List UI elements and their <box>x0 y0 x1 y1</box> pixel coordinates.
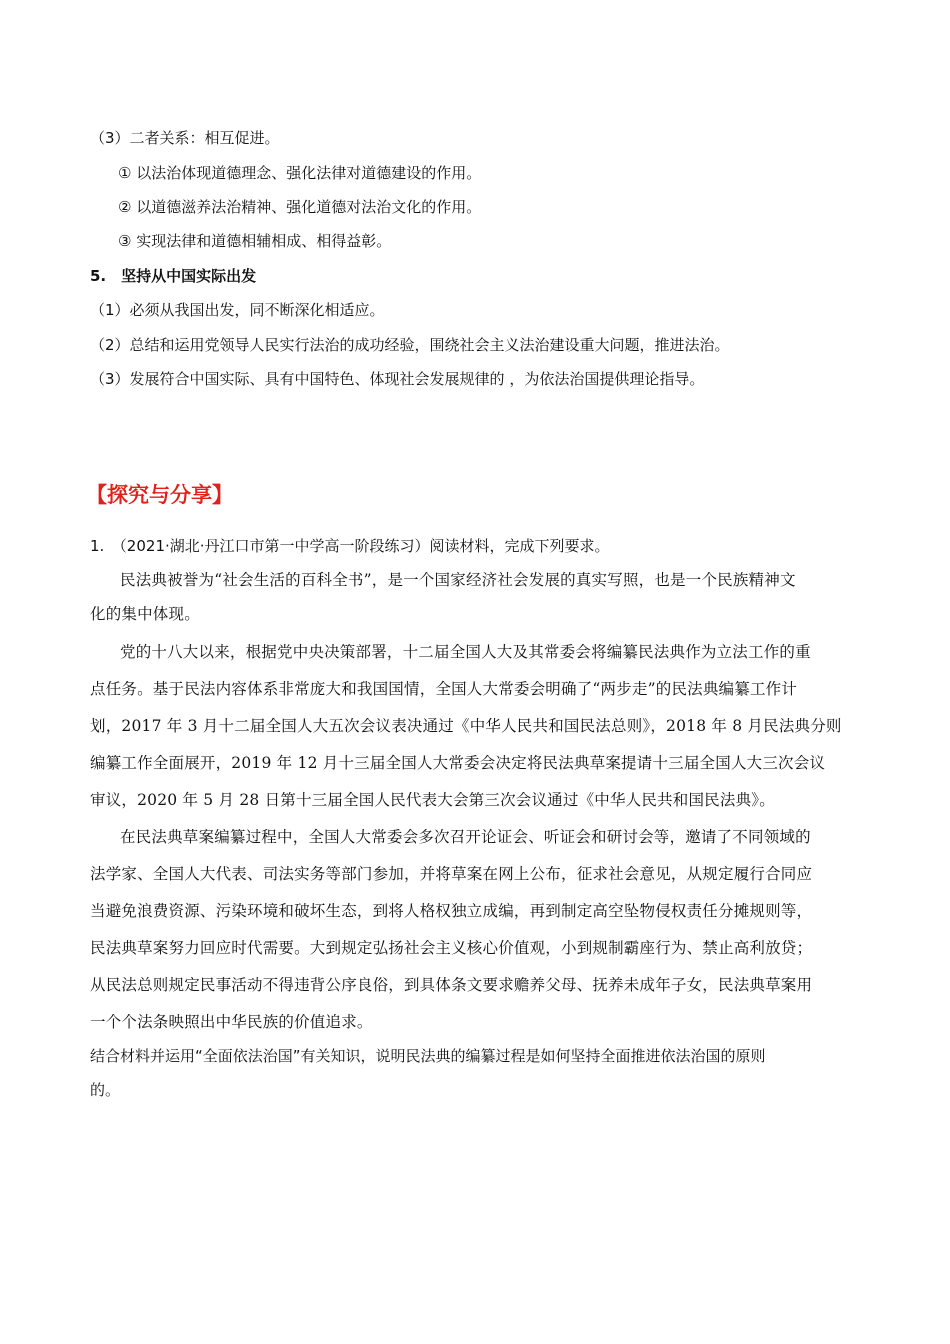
point5-item-1: （1）必须从我国出发，同不断深化相适应。 <box>90 301 385 319</box>
question-intro: 1. （2021·湖北·丹江口市第一中学高一阶段练习）阅读材料，完成下列要求。 <box>90 537 610 555</box>
relation-title: （3）二者关系：相互促进。 <box>90 129 280 147</box>
requirement-line-2: 的。 <box>90 1081 121 1099</box>
material-line-7: 审议，2020 年 5 月 28 日第十三届全国人民代表大会第三次会议通过《中华人民共和国民法典》。 <box>90 791 775 809</box>
point5-item-3: （3）发展符合中国实际、具有中国特色、体现社会发展规律的 ，为依法治国提供理论指导。 <box>90 370 705 388</box>
material-line-4: 点任务。基于民法内容体系非常庞大和我国国情，全国人大常委会明确了“两步走”的民法典编纂工作计 <box>90 680 798 698</box>
explore-heading: 【探究与分享】 <box>86 483 233 507</box>
point5-heading: 5. 坚持从中国实际出发 <box>90 267 257 285</box>
material-line-9: 法学家、全国人大代表、司法实务等部门参加，并将草案在网上公布，征求社会意见，从规定履行合同应 <box>90 865 813 883</box>
material-line-13: 一个个法条映照出中华民族的价值追求。 <box>90 1013 373 1031</box>
material-line-1: 民法典被誉为“社会生活的百科全书”，是一个国家经济社会发展的真实写照，也是一个民族精神文 <box>120 571 796 589</box>
material-line-8: 在民法典草案编纂过程中，全国人大常委会多次召开论证会、听证会和研讨会等，邀请了不同领域的 <box>120 828 811 846</box>
relation-item-2: ② 以道德滋养法治精神、强化道德对法治文化的作用。 <box>118 198 482 216</box>
material-line-3: 党的十八大以来，根据党中央决策部署，十二届全国人大及其常委会将编纂民法典作为立法工作的重 <box>120 643 811 661</box>
material-line-5: 划，2017 年 3 月十二届全国人大五次会议表决通过《中华人民共和国民法总则》，2018 年 8 月民法典分则 <box>90 717 842 735</box>
material-line-10: 当避免浪费资源、污染环境和破坏生态，到将人格权独立成编，再到制定高空坠物侵权责任分摊规则等， <box>90 902 813 920</box>
material-line-2: 化的集中体现。 <box>90 605 200 623</box>
material-line-12: 从民法总则规定民事活动不得违背公序良俗，到具体条文要求赡养父母、抚养未成年子女，民法典草案用 <box>90 976 813 994</box>
relation-item-1: ① 以法治体现道德理念、强化法律对道德建设的作用。 <box>118 164 482 182</box>
material-line-6: 编纂工作全面展开，2019 年 12 月十三届全国人大常委会决定将民法典草案提请十三届全国人大三次会议 <box>90 754 826 772</box>
material-line-11: 民法典草案努力回应时代需要。大到规定弘扬社会主义核心价值观，小到规制霸座行为、禁止高利放贷； <box>90 939 813 957</box>
relation-item-3: ③ 实现法律和道德相辅相成、相得益彰。 <box>118 232 392 250</box>
requirement-line-1: 结合材料并运用“全面依法治国”有关知识，说明民法典的编纂过程是如何坚持全面推进依法治国的原则 <box>90 1047 766 1065</box>
point5-item-2: （2）总结和运用党领导人民实行法治的成功经验，围绕社会主义法治建设重大问题，推进法治。 <box>90 336 730 354</box>
